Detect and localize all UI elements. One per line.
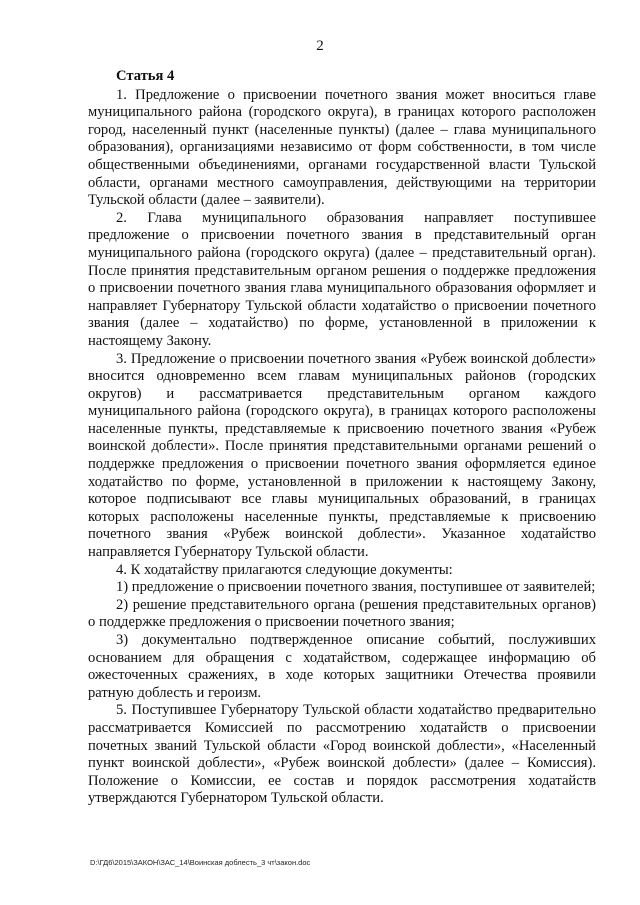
file-path-footer: D:\ГД6\2015\ЗАКОН\ЗАС_14\Воинская доблесть_3 чт\закон.doc xyxy=(90,858,311,867)
list-item-3: 3) документально подтвержденное описание событий, послуживших основанием для обращения с ходатайством, содержащее информацию об ожесточенных сражениях, в ходе которых защитники Отечества проявили ратную доблесть и героизм. xyxy=(88,632,596,701)
document-body xyxy=(88,68,596,808)
page-number: 2 xyxy=(316,38,324,54)
paragraph-5: 5. Поступившее Губернатору Тульской области ходатайство предварительно рассматривается Комиссией по рассмотрению ходатайств о присвоении почетных званий Тульской области «Город воинской доблести», «Населенный пункт воинской доблести», «Рубеж воинской доблести» (далее – Комиссия). Положение о Комиссии, ее состав и порядок рассмотрения ходатайств утверждаются Губернатором Тульской области. xyxy=(88,702,596,807)
list-item-2: 2) решение представительного органа (решения представительных органов) о поддержке предложения о присвоении почетного звания; xyxy=(88,596,596,631)
list-item-1: 1) предложение о присвоении почетного звания, поступившее от заявителей; xyxy=(116,579,596,596)
article-heading: Статья 4 xyxy=(116,68,175,84)
paragraph-3: 3. Предложение о присвоении почетного звания «Рубеж воинской доблести» вносится одновременно всем главам муниципальных районов (городских округов) и рассматривается представительным органом каждого муниципального района (городского округа), в границах которого расположены населенные пункты, представляемые к присвоению почетного звания «Рубеж воинской доблести». После принятия представительными органами решений о поддержке предложения о присвоении почетного звания оформляется единое ходатайство по форме, установленной в приложении к настоящему Закону, которое подписывают все главы муниципальных образований, в границах которых расположены населенные пункты, представляемые к присвоению почетного звания «Рубеж воинской доблести». Указанное ходатайство направляется Губернатору Тульской области. xyxy=(88,350,596,561)
paragraph-2: 2. Глава муниципального образования направляет поступившее предложение о присвоении почетного звания в представительный орган муниципального района (городского округа) (далее – представительный орган). После принятия представительным органом решения о поддержке предложения о присвоении почетного звания глава муниципального образования оформляет и направляет Губернатору Тульской области ходатайство о присвоении почетного звания (далее – ходатайство) по форме, установленной в приложении к настоящему Закону. xyxy=(88,209,596,349)
paragraph-1: 1. Предложение о присвоении почетного звания может вноситься главе муниципального района (городского округа), в границах которого расположен город, населенный пункт (населенные пункты) (далее – глава муниципального образования), организациями независимо от форм собственности, в том числе общественными объединениями, органами государственной власти Тульской области, органами местного самоуправления, действующими на территории Тульской области (далее – заявители). xyxy=(88,86,596,209)
paragraph-4: 4. К ходатайству прилагаются следующие документы: xyxy=(116,561,453,578)
